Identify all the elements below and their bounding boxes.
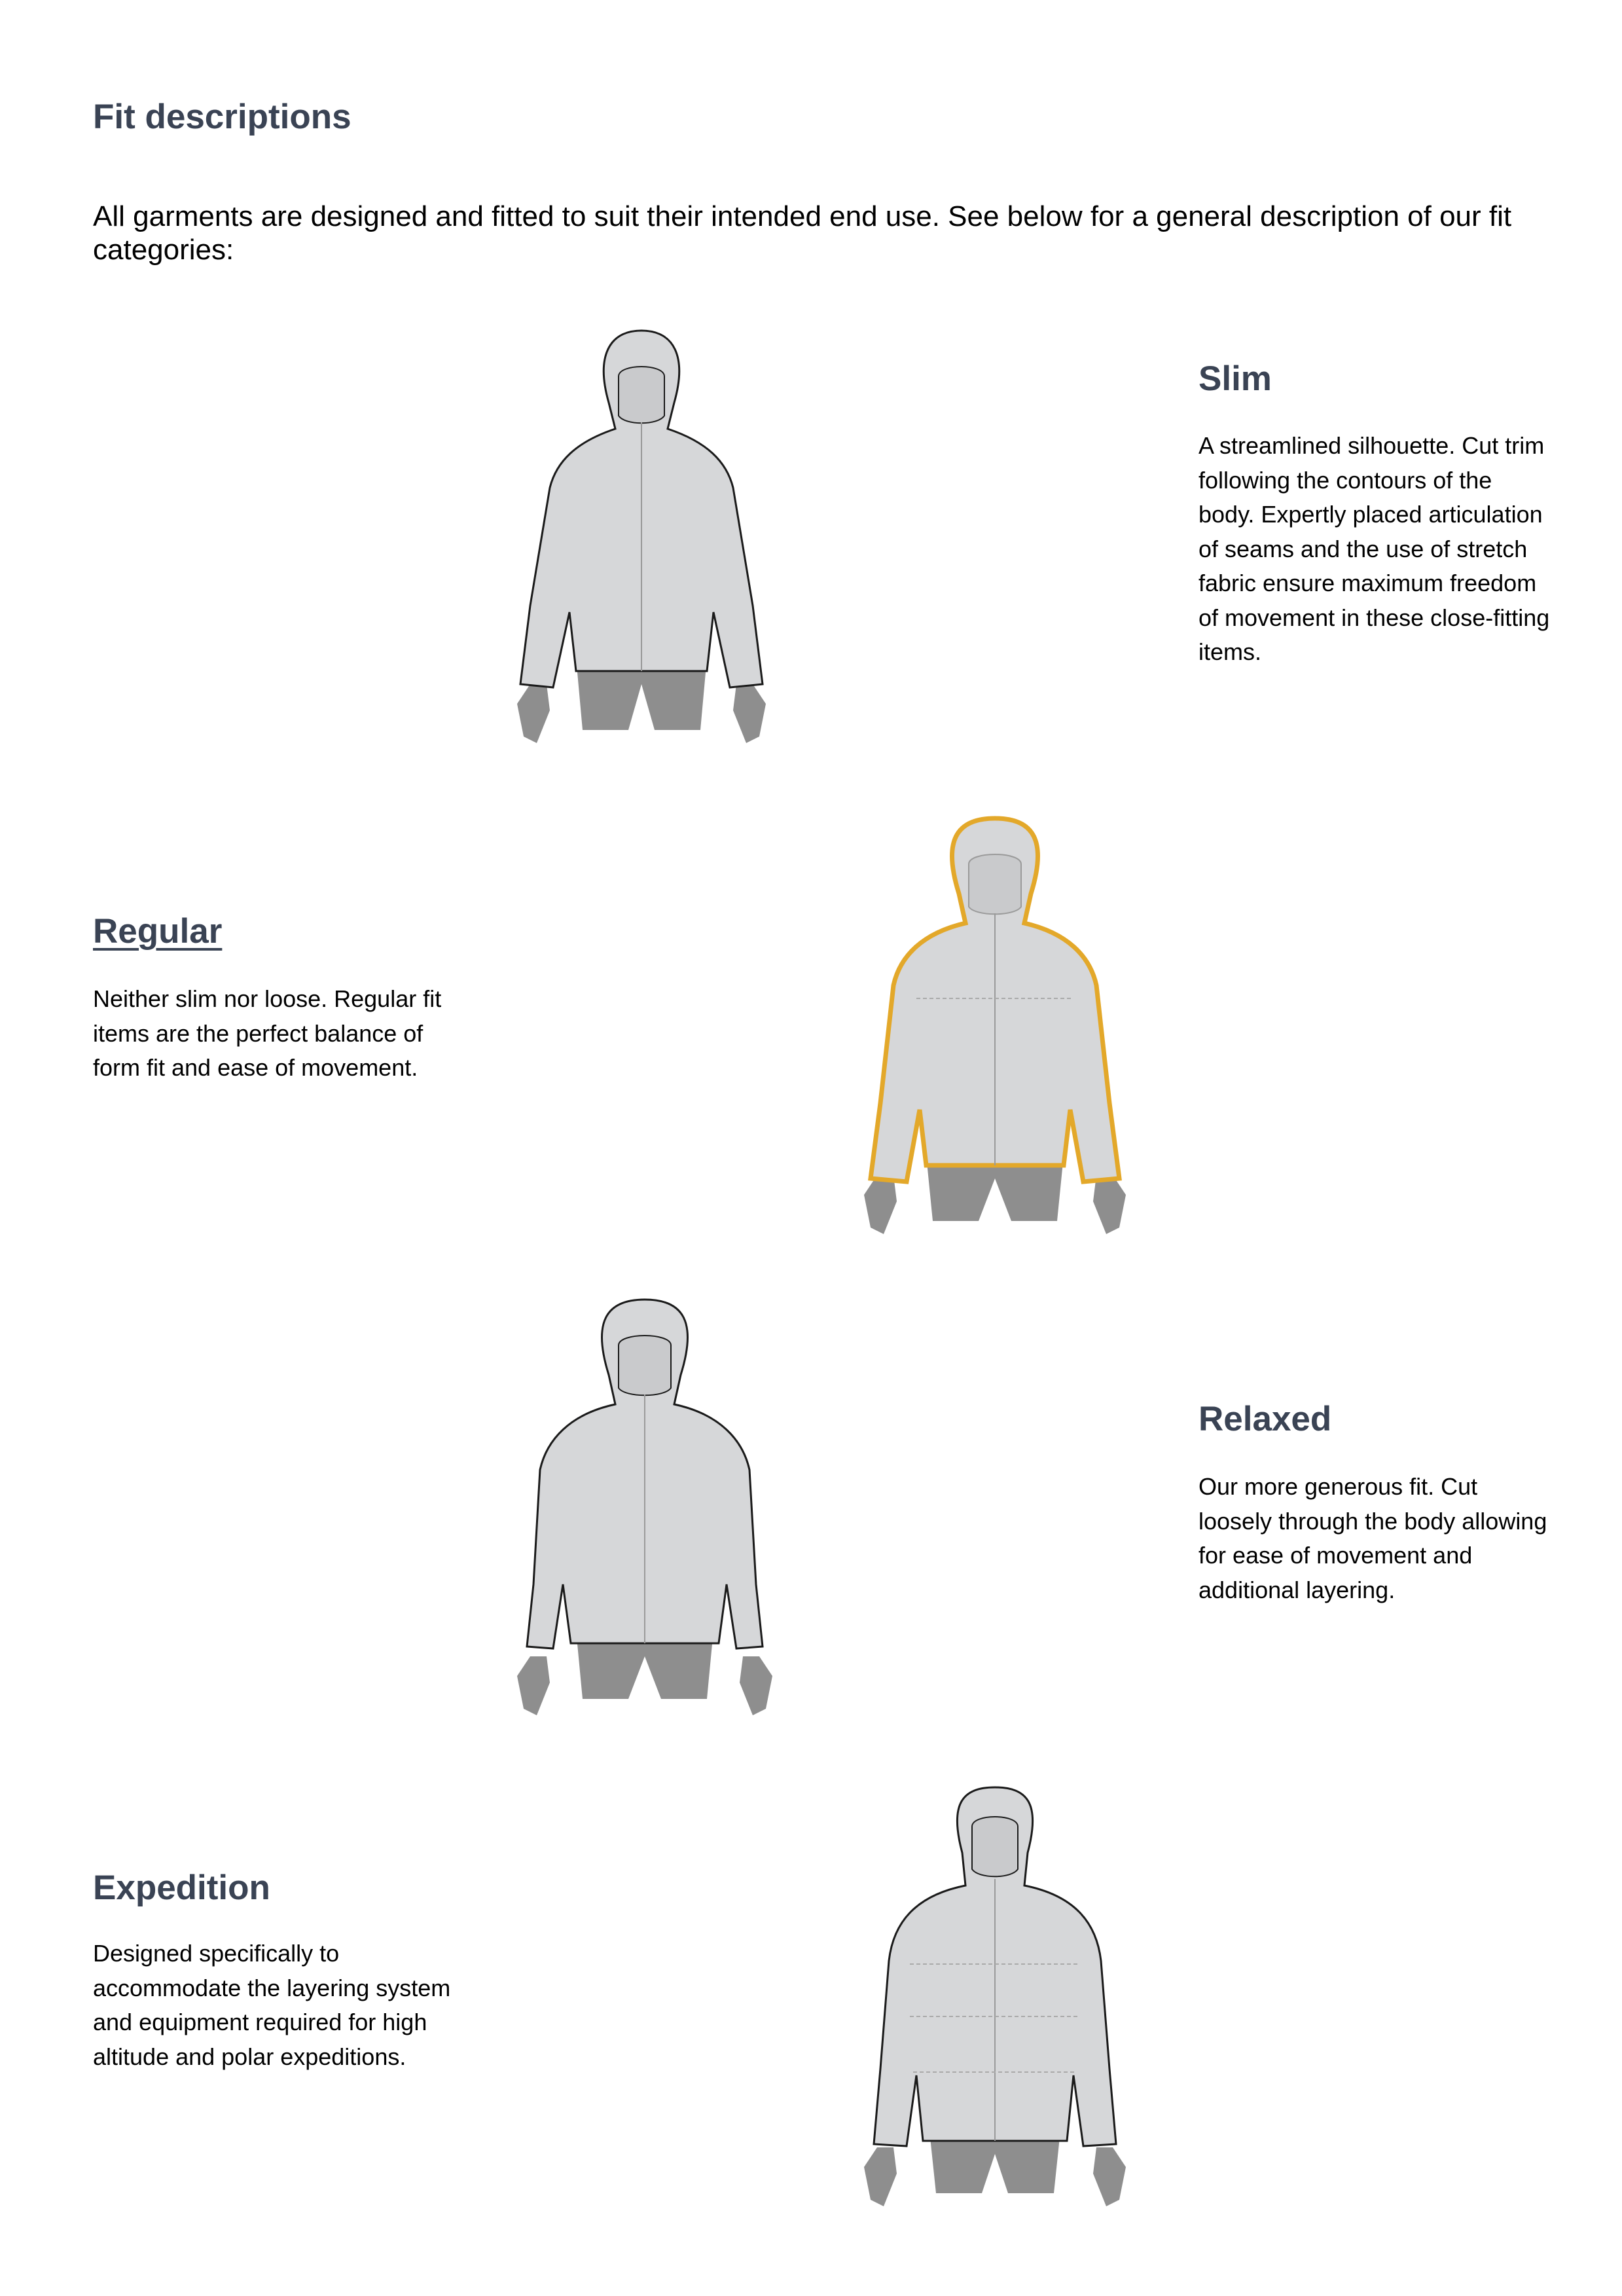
fit-description-regular: Neither slim nor loose. Regular fit items are the perfect balance of form fit and ease of movement. (93, 985, 442, 1081)
fit-heading-expedition: Expedition (93, 1868, 270, 1907)
regular-jacket-figure-icon (857, 802, 1132, 1241)
fit-heading-slim: Slim (1198, 359, 1272, 398)
relaxed-jacket-figure-icon (511, 1290, 779, 1722)
page-title: Fit descriptions (93, 98, 351, 136)
intro-paragraph: All garments are designed and fitted to suit their intended end use. See below for a general description of our fit categories: (93, 200, 1512, 266)
slim-jacket-figure-icon (511, 318, 772, 750)
expedition-jacket-figure-icon (857, 1774, 1132, 2213)
fit-heading-relaxed: Relaxed (1198, 1400, 1332, 1438)
fit-description-slim: A streamlined silhouette. Cut trim following the contours of the body. Expertly placed articulation of seams and the use of stretch fabric ensure maximum freedom of movement in these close-fitting items. (1198, 432, 1550, 665)
fit-description-relaxed: Our more generous fit. Cut loosely through the body allowing for ease of movement and additional layering. (1198, 1473, 1547, 1603)
fit-heading-regular[interactable]: Regular (93, 912, 223, 951)
fit-description-expedition: Designed specifically to accommodate the layering system and equipment required for high altitude and polar expeditions. (93, 1940, 451, 2070)
